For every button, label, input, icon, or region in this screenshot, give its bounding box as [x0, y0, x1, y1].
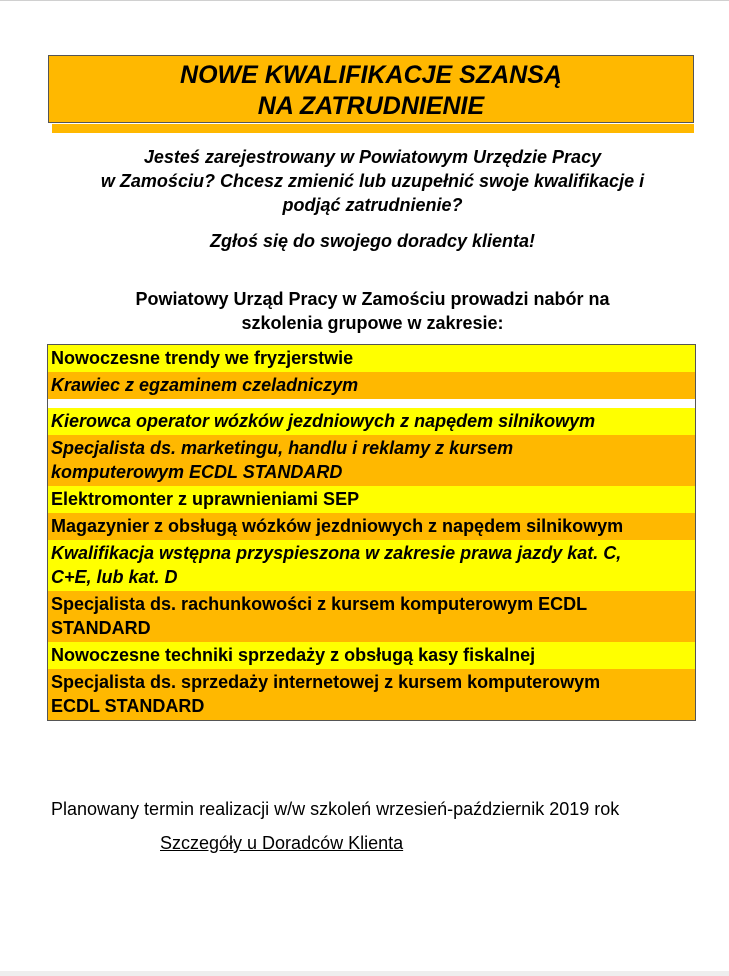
intro-question-line-2: w Zamościu? Chcesz zmienić lub uzupełnić swoje kwalifikacje i	[100, 171, 645, 191]
headline-underbar	[52, 124, 694, 133]
headline-line-1: NOWE KWALIFIKACJE SZANSĄ	[180, 61, 562, 89]
course-list	[47, 344, 696, 721]
top-divider	[0, 0, 729, 1]
course-item	[48, 513, 695, 540]
call-to-action: Zgłoś się do swojego doradcy klienta!	[209, 231, 536, 251]
headline-banner	[48, 55, 694, 123]
intro-question	[60, 145, 685, 217]
course-item-line-1: Specjalista ds. sprzedaży internetowej z kursem komputerowym	[51, 672, 601, 692]
course-item	[48, 591, 695, 642]
course-item	[48, 669, 695, 720]
announcement-line-1: Powiatowy Urząd Pracy w Zamościu prowadzi nabór na	[135, 289, 610, 309]
intro-question-line-1: Jesteś zarejestrowany w Powiatowym Urzędzie Pracy	[143, 147, 602, 167]
course-item-line-1: Magazynier z obsługą wózków jezdniowych z napędem silnikowym	[51, 516, 624, 536]
course-item-line-1: Nowoczesne trendy we fryzjerstwie	[51, 348, 354, 368]
course-item-line-2: C+E, lub kat. D	[51, 567, 178, 587]
intro-question-line-3: podjąć zatrudnienie?	[282, 195, 463, 215]
details-link[interactable]: Szczegóły u Doradców Klienta	[160, 833, 404, 853]
bottom-divider	[0, 971, 729, 976]
course-item	[48, 408, 695, 435]
course-item	[48, 372, 695, 399]
course-item-line-2: STANDARD	[51, 618, 151, 638]
course-item	[48, 345, 695, 372]
course-item-line-2: ECDL STANDARD	[51, 696, 205, 716]
course-item-line-1: Krawiec z egzaminem czeladniczym	[51, 375, 359, 395]
course-item-line-1: Kwalifikacja wstępna przyspieszona w zakresie prawa jazdy kat. C,	[51, 543, 622, 563]
announcement	[60, 287, 685, 335]
course-item	[48, 435, 695, 486]
announcement-line-2: szkolenia grupowe w zakresie:	[241, 313, 504, 333]
course-item-line-1: Specjalista ds. rachunkowości z kursem komputerowym ECDL	[51, 594, 588, 614]
course-spacer	[48, 399, 695, 408]
course-item	[48, 642, 695, 669]
planned-term: Planowany termin realizacji w/w szkoleń wrzesień-październik 2019 rok	[51, 799, 620, 819]
course-item-line-1: Elektromonter z uprawnieniami SEP	[51, 489, 360, 509]
course-item-line-1: Nowoczesne techniki sprzedaży z obsługą kasy fiskalnej	[51, 645, 536, 665]
course-item	[48, 540, 695, 591]
headline-line-2: NA ZATRUDNIENIE	[257, 92, 485, 120]
course-item-line-2: komputerowym ECDL STANDARD	[51, 462, 343, 482]
course-item-line-1: Specjalista ds. marketingu, handlu i reklamy z kursem	[51, 438, 514, 458]
course-item	[48, 486, 695, 513]
course-item-line-1: Kierowca operator wózków jezdniowych z napędem silnikowym	[51, 411, 596, 431]
